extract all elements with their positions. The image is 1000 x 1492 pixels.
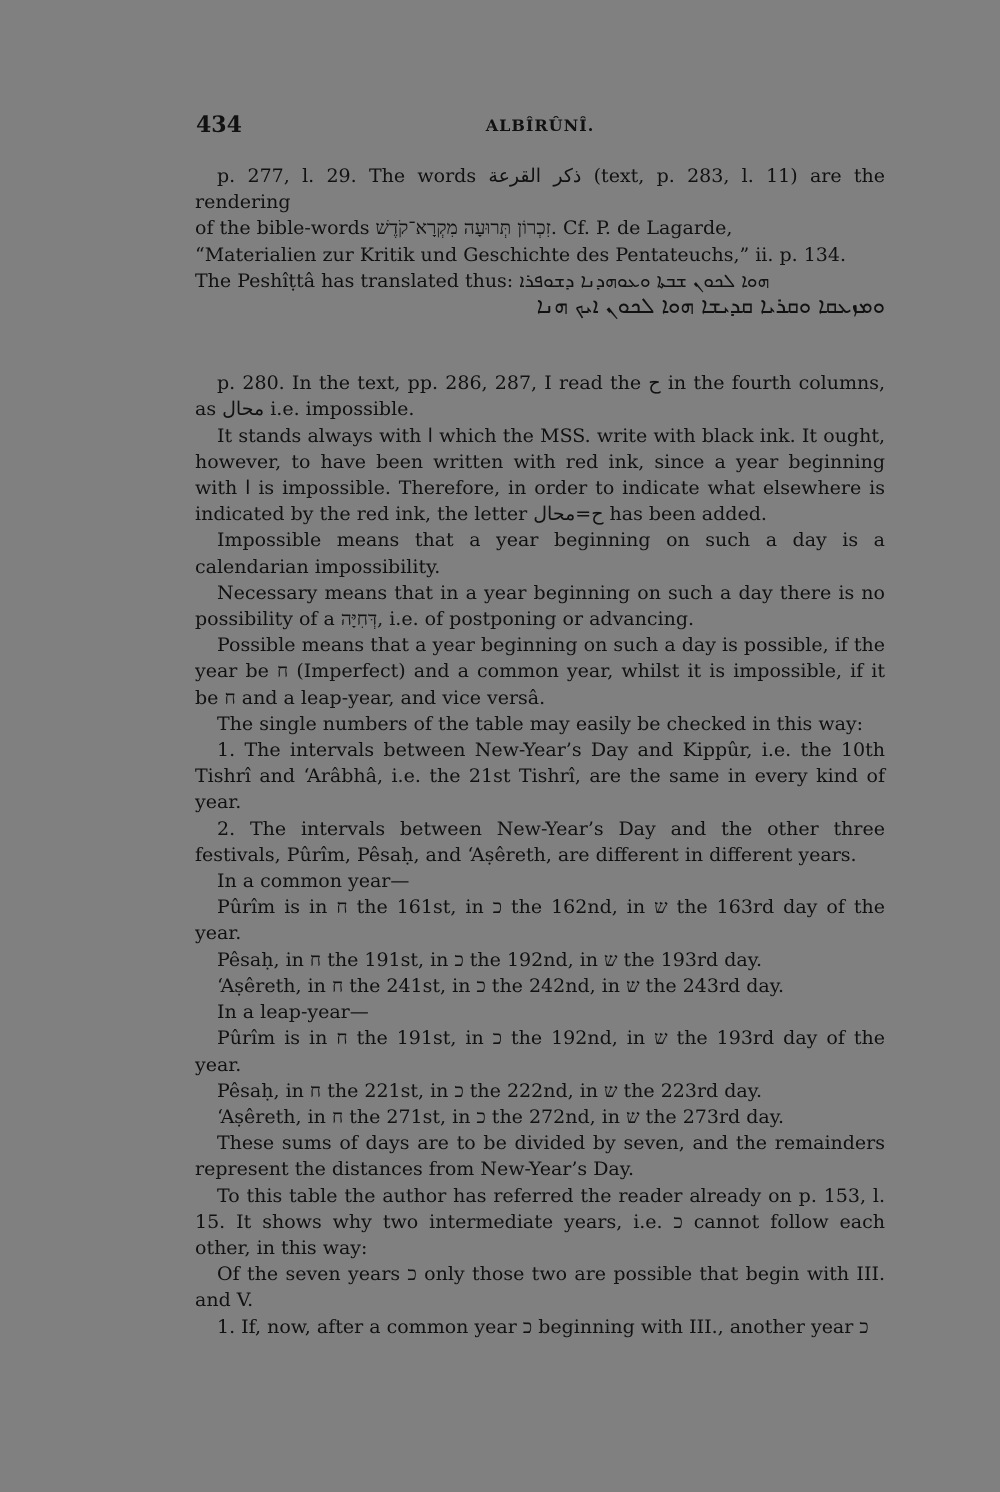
paragraph: It stands always with ا which the MSS. write with black ink. It ought, however, to have been written with red ink, since a year beginning with ا is impossible. Therefore, in order to indicate what elsewhere is indicated by the red ink, the letter ح=محال has been added.	[195, 424, 886, 526]
paragraph: To this table the author has referred the reader already on p. 153, l. 15. It shows why two intermediate years, i.e. כ cannot follow each other, in this way:	[195, 1184, 885, 1259]
paragraph: 1. The intervals between New-Year’s Day and Kippûr, i.e. the 10th Tishrî and ‘Arâbhâ, i.e. the 21st Tishrî, are the same in every kind of year.	[195, 739, 885, 814]
page-body	[195, 163, 885, 1340]
paragraph: In a common year—	[217, 870, 410, 893]
paragraph: Pêsaḥ, in ח the 221st, in כ the 222nd, in ש the 223rd day.	[217, 1079, 762, 1102]
paragraph: 2. The intervals between New-Year’s Day and the other three festivals, Pûrîm, Pêsaḥ, and ‘Aṣêreth, are different in different years.	[195, 817, 885, 866]
page-header	[196, 112, 884, 142]
paragraph: Possible means that a year beginning on such a day is possible, if the year be ח (Imperfect) and a common year, whilst it is impossible, if it be ח and a leap-year, and vice versâ.	[195, 634, 886, 709]
paragraph: 1. If, now, after a common year כ beginning with III., another year כ	[217, 1315, 869, 1338]
note-277-line-2: of the bible-words זִכְרוֹן תְּרוּעָה מִקְרָא־קֹדֶשׁ. Cf. P. de Lagarde,	[195, 217, 733, 240]
paragraph: Pûrîm is in ח the 191st, in כ the 192nd, in ש the 193rd day of the year.	[195, 1027, 885, 1076]
note-277-line-5: ܘܡܙܥܩܐ ܘܩܪܝܐ ܩܕܝܫܐ ܗܘܐ ܠܟܘܢ ܐܝܟ ܗܢܐ	[536, 294, 885, 320]
paragraph: Impossible means that a year beginning on such a day is a calendarian impossibility.	[195, 529, 885, 578]
page-number: 434	[196, 112, 242, 138]
note-277-line-3: “Materialien zur Kritik und Geschichte des Pentateuchs,” ii. p. 134.	[195, 243, 847, 266]
paragraph: p. 280. In the text, pp. 286, 287, I read the ح in the fourth columns, as محال i.e. impossible.	[195, 372, 886, 421]
paragraph: ‘Aṣêreth, in ח the 271st, in כ the 272nd, in ש the 273rd day.	[217, 1105, 785, 1128]
paragraph: Necessary means that in a year beginning on such a day there is no possibility of a דְּחִיָּה, i.e. of postponing or advancing.	[195, 581, 885, 631]
note-277-line-4: The Peshîṭtâ has translated thus: ܗܘܐ ܠܟܘܢ ܫܒܬܐ ܘܥܘܗܕܢܐ ܕܫܘܦܪܐ	[195, 269, 770, 292]
paragraph: These sums of days are to be divided by seven, and the remainders represent the distances from New-Year’s Day.	[195, 1132, 885, 1181]
running-head: ALBÎRÛNÎ.	[485, 116, 595, 135]
paragraph: ‘Aṣêreth, in ח the 241st, in כ the 242nd, in ש the 243rd day.	[217, 974, 785, 997]
paragraph: Of the seven years כ only those two are possible that begin with III. and V.	[195, 1263, 885, 1312]
paragraph: In a leap-year—	[217, 1001, 369, 1024]
paragraph: The single numbers of the table may easily be checked in this way:	[217, 712, 864, 735]
paragraph: Pêsaḥ, in ח the 191st, in כ the 192nd, in ש the 193rd day.	[217, 948, 762, 971]
section-gap	[195, 320, 885, 370]
paragraph: Pûrîm is in ח the 161st, in כ the 162nd, in ש the 163rd day of the year.	[195, 896, 885, 945]
note-277-line-1: p. 277, l. 29. The words ذكر القرعة (text, p. 283, l. 11) are the rendering	[195, 165, 885, 214]
